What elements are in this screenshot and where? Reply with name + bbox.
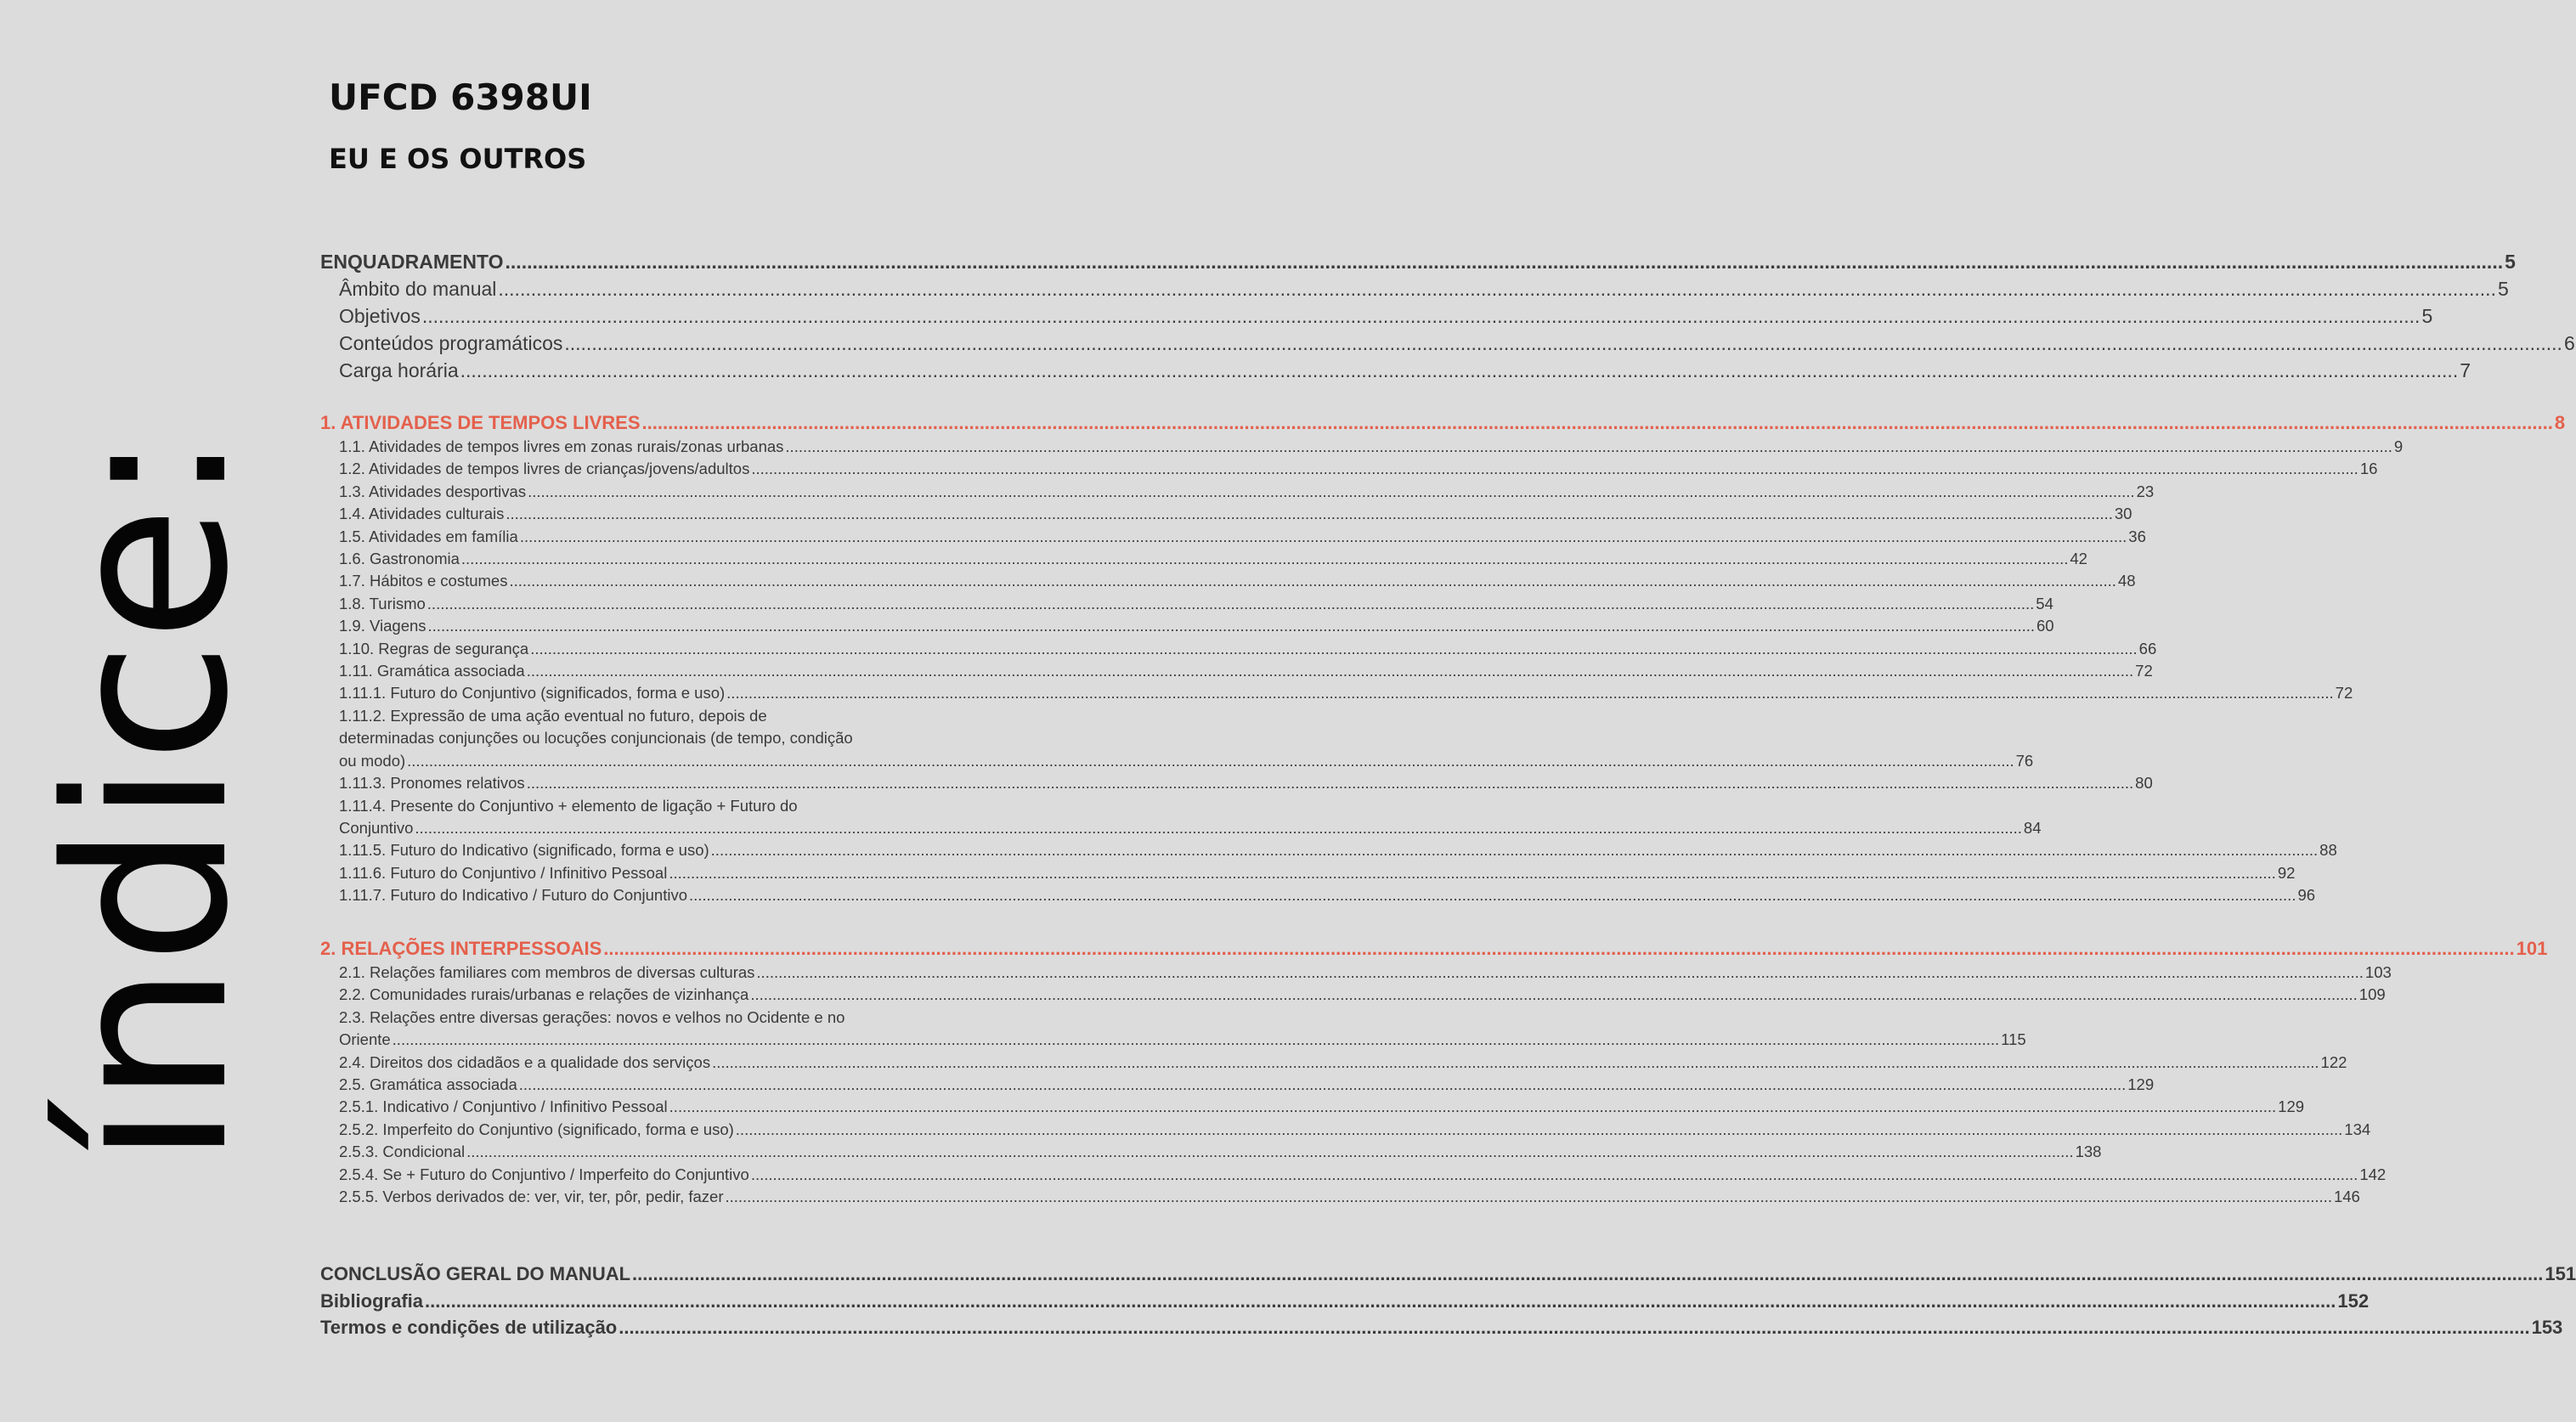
toc-entry[interactable]: [320, 548, 2087, 570]
toc-entry[interactable]: [320, 481, 2155, 503]
dot-leader: [750, 984, 2357, 1006]
toc-section-heading[interactable]: [320, 936, 2548, 962]
toc-entry-page: 60: [2037, 617, 2054, 635]
toc-entry-label: 1.9. Viagens: [339, 617, 427, 635]
toc-entry-label: 2.5.5. Verbos derivados de: ver, vir, ter, pôr, pedir, fazer: [339, 1188, 724, 1206]
toc-entry[interactable]: [320, 682, 2353, 704]
toc-entry-page: 134: [2344, 1120, 2371, 1138]
toc-entry-page: 5: [2505, 251, 2516, 273]
toc-entry[interactable]: [320, 302, 2433, 330]
toc-entry-label: 1.7. Hábitos e costumes: [339, 572, 508, 590]
toc-entry-label: CONCLUSÃO GERAL DO MANUAL: [320, 1263, 631, 1284]
toc-entry-label: 1.11.6. Futuro do Conjuntivo / Infinitivo Pessoal: [339, 863, 668, 882]
toc-entry-label: 1.1. Atividades de tempos livres em zonas rurais/zonas urbanas: [339, 437, 784, 455]
toc-entry-label: 2.5.1. Indicativo / Conjuntivo / Infinitivo Pessoal: [339, 1098, 668, 1116]
toc-entry[interactable]: [320, 1074, 2155, 1096]
dot-leader: [619, 1314, 2529, 1341]
toc-entry-label: 2.5. Gramática associada: [339, 1075, 517, 1094]
dot-leader: [725, 1186, 2331, 1208]
toc-entry[interactable]: [320, 1164, 2387, 1186]
toc-entry-page: 96: [2297, 886, 2316, 905]
dot-leader: [669, 862, 2275, 884]
toc-entry[interactable]: [320, 839, 2337, 861]
toc-entry-label: Conteúdos programáticos: [339, 332, 563, 354]
dot-leader: [422, 302, 2421, 330]
dot-leader: [785, 436, 2392, 458]
dot-leader: [407, 750, 2014, 772]
toc-entry[interactable]: [320, 593, 2053, 615]
dot-leader: [427, 593, 2034, 615]
toc-entry[interactable]: [320, 275, 2509, 302]
toc-entry-page: 152: [2337, 1289, 2370, 1312]
dot-leader: [712, 1052, 2319, 1074]
toc-entry-page: 48: [2117, 572, 2136, 590]
dot-leader: [726, 682, 2333, 704]
dot-leader: [751, 458, 2358, 480]
dot-leader: [520, 526, 2127, 548]
toc-entry-label: Termos e condições de utilização: [320, 1317, 618, 1338]
toc-entry-page: 72: [2135, 662, 2153, 680]
dot-leader: [461, 548, 2068, 570]
toc-entry-page: 76: [2015, 751, 2034, 770]
dot-leader: [669, 1096, 2276, 1118]
toc-entry[interactable]: [320, 984, 2386, 1006]
toc-entry-label: Carga horária: [339, 359, 459, 381]
toc-entry-line: 1.11.4. Presente do Conjuntivo + elemento de ligação + Futuro do: [339, 796, 798, 815]
side-word-indice: índice:: [20, 431, 277, 1166]
toc-entry-page: 8: [2554, 412, 2566, 433]
toc-entry-label: Bibliografia: [320, 1289, 424, 1312]
toc-entry-page: 42: [2070, 550, 2087, 568]
toc-entry-page: 66: [2138, 639, 2157, 657]
toc-entry-label: 1.2. Atividades de tempos livres de crianças/jovens/adultos: [339, 460, 750, 478]
toc-section-2: [320, 936, 2548, 1208]
toc-entry-label: 1.6. Gastronomia: [339, 550, 460, 568]
dot-leader: [530, 638, 2137, 660]
dot-leader: [528, 481, 2134, 503]
toc-entry-page: 103: [2364, 963, 2392, 981]
toc-entry-page: 129: [2278, 1098, 2305, 1116]
toc-entry-label: 2.5.2. Imperfeito do Conjuntivo (significado, forma e uso): [339, 1120, 734, 1138]
toc-entry-label: 1.5. Atividades em família: [339, 527, 518, 545]
toc-entry-page: 109: [2359, 985, 2386, 1004]
toc-entry-conclusao[interactable]: [320, 1261, 2576, 1288]
toc-closing: [320, 1261, 2576, 1341]
toc-entry-page: 72: [2335, 684, 2353, 703]
toc-entry[interactable]: [320, 772, 2153, 794]
side-word-container: [20, 431, 277, 1166]
toc-entry[interactable]: [320, 884, 2316, 906]
toc-entry[interactable]: [320, 660, 2153, 682]
toc-entry-page: 138: [2075, 1143, 2102, 1161]
toc-entry-page: 6: [2563, 332, 2575, 354]
toc-entry-bibliografia[interactable]: [320, 1288, 2370, 1315]
toc-entry-label: 2.2. Comunidades rurais/urbanas e relações de vizinhança: [339, 985, 749, 1004]
toc-entry-page: 142: [2359, 1165, 2387, 1183]
toc-entry-page: 36: [2128, 527, 2146, 545]
dot-leader: [460, 357, 2459, 384]
toc-entry-label: 1.10. Regras de segurança: [339, 639, 529, 657]
dot-leader: [736, 1119, 2342, 1141]
toc-entry-multiline[interactable]: [320, 1007, 2026, 1052]
dot-leader: [603, 936, 2514, 962]
toc-entry-page: 54: [2036, 594, 2053, 612]
toc-entry[interactable]: [320, 1096, 2305, 1118]
toc-entry-label: 2. RELAÇÕES INTERPESSOAIS: [320, 938, 602, 959]
toc-entry-page: 101: [2516, 938, 2548, 959]
course-code-title: UFCD 6398UI: [329, 76, 592, 118]
toc-entry[interactable]: [320, 570, 2136, 592]
toc-entry-label: 2.1. Relações familiares com membros de diversas culturas: [339, 963, 755, 981]
toc-entry-label: 1.3. Atividades desportivas: [339, 482, 527, 500]
toc-section-heading[interactable]: [320, 410, 2566, 436]
toc-entry-page: 5: [2497, 278, 2509, 300]
toc-entry-line: determinadas conjunções ou locuções conjuncionais (de tempo, condição: [339, 729, 853, 748]
toc-entry[interactable]: [320, 962, 2392, 984]
toc-entry-page: 115: [2001, 1030, 2026, 1049]
toc-entry[interactable]: [320, 436, 2404, 458]
toc-entry[interactable]: [320, 503, 2133, 525]
toc-entry-label: 1.11.5. Futuro do Indicativo (significado, forma e uso): [339, 841, 709, 860]
toc-entry-page: 122: [2320, 1052, 2347, 1071]
toc-entry-label: Conjuntivo: [339, 818, 414, 837]
toc-entry-label: 1.8. Turismo: [339, 594, 426, 612]
dot-leader: [506, 248, 2504, 275]
dot-leader: [509, 570, 2116, 592]
toc-entry-label: 1.11.7. Futuro do Indicativo / Futuro do Conjuntivo: [339, 886, 687, 905]
toc-intro: [320, 248, 2575, 384]
toc-entry-page: 30: [2114, 505, 2133, 523]
toc-entry-label: Oriente: [339, 1030, 391, 1049]
dot-leader: [519, 1074, 2126, 1096]
toc-entry-page: 23: [2136, 482, 2155, 500]
toc-entry[interactable]: [320, 1119, 2371, 1141]
toc-entry-line: 2.3. Relações entre diversas gerações: novos e velhos no Ocidente e no: [339, 1007, 845, 1026]
course-subtitle: EU E OS OUTROS: [329, 143, 587, 175]
dot-leader: [756, 962, 2363, 984]
toc-entry-page: 80: [2135, 774, 2153, 793]
dot-leader: [393, 1029, 1999, 1051]
dot-leader: [527, 772, 2133, 794]
toc-entry-page: 92: [2277, 863, 2296, 882]
dot-leader: [415, 817, 2021, 839]
dot-leader: [632, 1261, 2543, 1288]
toc-entry[interactable]: [320, 526, 2146, 548]
toc-entry[interactable]: [320, 862, 2296, 884]
toc-entry-page: 88: [2319, 841, 2337, 860]
dot-leader: [689, 884, 2296, 906]
toc-entry-page: 7: [2460, 359, 2471, 381]
toc-entry[interactable]: [320, 1186, 2360, 1208]
dot-leader: [527, 660, 2133, 682]
toc-entry[interactable]: [320, 357, 2471, 384]
toc-entry-label: 1.11.1. Futuro do Conjuntivo (significados, forma e uso): [339, 684, 726, 703]
toc-entry-label: 1.11.3. Pronomes relativos: [339, 774, 525, 793]
toc-entry-page: 129: [2127, 1075, 2155, 1094]
toc-entry[interactable]: [320, 615, 2054, 637]
toc-entry-label: ENQUADRAMENTO: [320, 251, 504, 273]
toc-entry[interactable]: [320, 330, 2575, 357]
toc-entry-label: Objetivos: [339, 305, 421, 327]
toc-entry-label: Âmbito do manual: [339, 278, 497, 300]
toc-entry-multiline[interactable]: [320, 795, 2042, 840]
toc-entry-label: 2.5.3. Condicional: [339, 1143, 466, 1161]
dot-leader: [425, 1288, 2336, 1315]
toc-entry-label: 2.4. Direitos dos cidadãos e a qualidade dos serviços: [339, 1052, 711, 1071]
dot-leader: [428, 615, 2035, 637]
dot-leader: [642, 410, 2553, 436]
dot-leader: [466, 1141, 2073, 1163]
toc-entry[interactable]: [320, 1052, 2347, 1074]
toc-entry-label: 1.4. Atividades culturais: [339, 505, 505, 523]
toc-section-1: [320, 410, 2566, 907]
toc-entry-multiline[interactable]: [320, 705, 2034, 772]
toc-entry-enquadramento[interactable]: [320, 248, 2516, 275]
dot-leader: [711, 839, 2318, 861]
toc-entry-termos[interactable]: [320, 1314, 2563, 1341]
toc-entry-page: 9: [2393, 437, 2404, 455]
toc-entry-page: 151: [2545, 1263, 2576, 1284]
dot-leader: [751, 1164, 2358, 1186]
toc-entry-line: 1.11.2. Expressão de uma ação eventual no futuro, depois de: [339, 706, 767, 725]
dot-leader: [506, 503, 2112, 525]
toc-entry-label: 1. ATIVIDADES DE TEMPOS LIVRES: [320, 412, 641, 433]
toc-entry-page: 16: [2359, 460, 2378, 478]
toc-entry-page: 84: [2023, 818, 2042, 837]
toc-entry-page: 5: [2421, 305, 2433, 327]
toc-entry[interactable]: [320, 1141, 2102, 1163]
toc-entry-page: 146: [2333, 1188, 2360, 1206]
toc-entry-page: 153: [2531, 1317, 2563, 1338]
toc-entry[interactable]: [320, 638, 2157, 660]
toc-entry-label: 2.5.4. Se + Futuro do Conjuntivo / Imperfeito do Conjuntivo: [339, 1165, 749, 1183]
toc-entry-label: ou modo): [339, 751, 406, 770]
dot-leader: [564, 330, 2562, 357]
toc-entry-label: 1.11. Gramática associada: [339, 662, 525, 680]
toc-entry[interactable]: [320, 458, 2378, 480]
dot-leader: [498, 275, 2496, 302]
